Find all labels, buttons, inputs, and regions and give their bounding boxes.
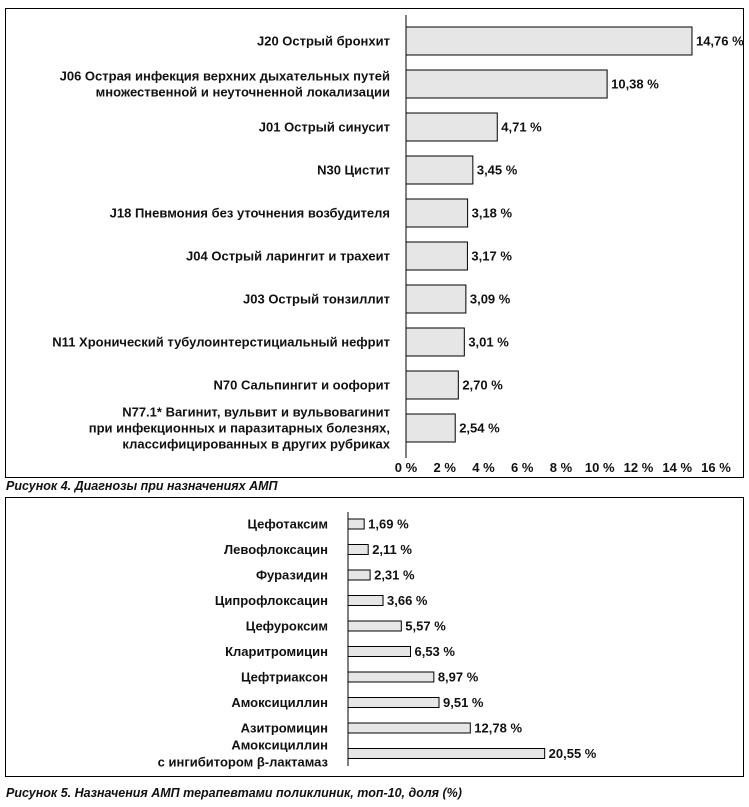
chart-0-category-label: N77.1* Вагинит, вульвит и вульвовагинит	[122, 404, 390, 420]
chart-1-value-label: 2,31 %	[374, 567, 415, 583]
chart-0-tick-label: 12 %	[623, 460, 654, 475]
chart-1-bar	[348, 723, 470, 733]
chart-1-bar	[348, 647, 410, 657]
chart-1-category-label: Цефуроксим	[245, 618, 328, 634]
chart-1-value-label: 20,55 %	[548, 746, 597, 761]
chart-0-category-label: J06 Острая инфекция верхних дыхательных путей	[59, 68, 390, 84]
chart-0-value-label: 2,70 %	[462, 377, 503, 393]
chart-1-category-label: Цефтриаксон	[241, 669, 328, 685]
chart-0-bar	[406, 113, 497, 141]
chart-1-bar	[348, 621, 401, 631]
chart-1-value-label: 3,66 %	[387, 593, 428, 608]
chart-0-category-label: классифицированных в других рубриках	[122, 436, 390, 452]
chart-1-category-label: Ципрофлоксацин	[214, 593, 328, 608]
chart-0-bar	[406, 70, 607, 98]
chart-1-value-label: 6,53 %	[414, 644, 455, 659]
chart-0-tick-label: 10 %	[584, 460, 615, 475]
chart-0-category-label: J04 Острый ларингит и трахеит	[186, 248, 390, 264]
chart-0-value-label: 3,09 %	[469, 291, 511, 307]
chart-1-category-label: Азитромицин	[240, 720, 328, 736]
chart-0-category-label: N11 Хронический тубулоинтерстициальный нефрит	[52, 334, 390, 350]
chart-1-group	[158, 512, 597, 770]
chart-0-value-label: 2,54 %	[459, 420, 500, 436]
chart-0-tick-label: 8 %	[549, 460, 573, 475]
chart-0-category-label: J18 Пневмония без уточнения возбудителя	[109, 205, 390, 221]
chart-1-value-label: 12,78 %	[474, 720, 523, 736]
chart-0-category-label: N30 Цистит	[317, 162, 390, 178]
chart-1-category-label: Левофлоксацин	[224, 542, 328, 557]
chart-1-value-label: 8,97 %	[437, 669, 479, 685]
chart-0-bar	[406, 27, 692, 55]
chart-0-bar	[406, 199, 468, 227]
chart-diagnoses-caption: Рисунок 4. Диагнозы при назначениях АМП	[6, 479, 278, 493]
chart-0-category-label: J20 Острый бронхит	[256, 33, 390, 49]
chart-0-tick-label: 2 %	[433, 460, 456, 475]
chart-1-bar	[348, 545, 368, 555]
chart-0-bar	[406, 371, 458, 399]
chart-0-group	[52, 15, 744, 475]
chart-0-value-label: 4,71 %	[501, 119, 542, 135]
chart-1-bar	[348, 749, 545, 759]
chart-1-value-label: 5,57 %	[405, 618, 446, 634]
chart-1-bar	[348, 698, 439, 708]
chart-1-category-label: Кларитромицин	[225, 644, 328, 659]
chart-0-bar	[406, 242, 467, 270]
chart-0-value-label: 3,45 %	[476, 162, 518, 178]
chart-1-value-label: 2,11 %	[372, 542, 412, 557]
chart-1-bar	[348, 596, 383, 606]
chart-0-category-label: J03 Острый тонзиллит	[243, 291, 390, 307]
chart-0-value-label: 3,18 %	[471, 205, 513, 221]
chart-0-category-label: J01 Острый синусит	[258, 119, 390, 135]
chart-0-category-label: при инфекционных и паразитарных болезнях,	[88, 420, 390, 436]
chart-1-value-label: 9,51 %	[443, 695, 484, 710]
chart-0-bar	[406, 285, 466, 313]
chart-0-bar	[406, 414, 455, 442]
chart-0-tick-label: 6 %	[511, 460, 534, 475]
chart-1-category-label: с ингибитором β-лактамаз	[157, 754, 328, 770]
chart-0-bar	[406, 156, 473, 184]
chart-1-category-label: Амоксициллин	[231, 695, 328, 710]
chart-0-tick-label: 16 %	[701, 460, 731, 475]
chart-1-bar	[348, 570, 370, 580]
chart-1-value-label: 1,69 %	[368, 516, 409, 532]
chart-1-bar	[348, 519, 364, 529]
chart-0-tick-label: 0 %	[394, 460, 418, 475]
chart-1-category-label: Цефотаксим	[247, 516, 328, 532]
chart-0-bar	[406, 328, 464, 356]
chart-0-value-label: 14,76 %	[695, 33, 744, 49]
chart-1-bar	[348, 672, 434, 682]
chart-0-category-label: N70 Сальпингит и оофорит	[213, 377, 390, 393]
chart-antibiotics-caption: Рисунок 5. Назначения АМП терапевтами поликлиник, топ-10, доля (%)	[6, 786, 462, 800]
chart-0-category-label: множественной и неуточненной локализации	[95, 84, 390, 100]
chart-0-tick-label: 14 %	[662, 460, 693, 475]
chart-0-value-label: 10,38 %	[611, 76, 659, 92]
chart-1-category-label: Амоксициллин	[231, 737, 328, 753]
chart-1-category-label: Фуразидин	[255, 567, 328, 583]
chart-0-value-label: 3,01 %	[468, 334, 509, 350]
chart-0-value-label: 3,17 %	[471, 248, 512, 264]
chart-0-tick-label: 4 %	[472, 460, 495, 475]
